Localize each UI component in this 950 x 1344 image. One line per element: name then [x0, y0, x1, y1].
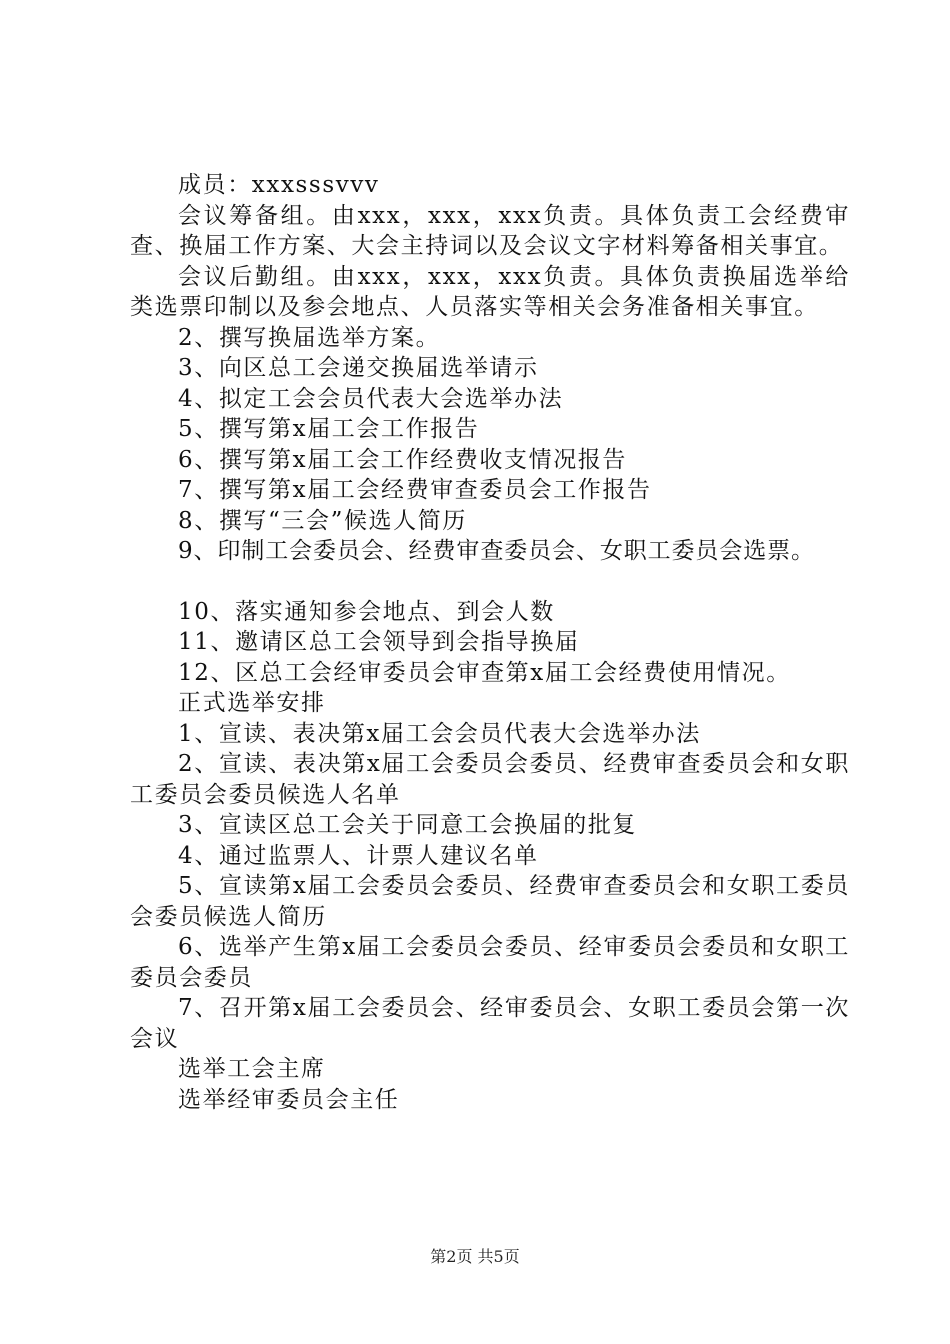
list-item: 8、撰写“三会”候选人简历 — [178, 507, 467, 534]
page-footer — [0, 1244, 950, 1267]
list-item: 4、拟定工会会员代表大会选举办法 — [178, 385, 564, 412]
list-item: 2、撰写换届选举方案。 — [178, 324, 441, 351]
page-number: 第2页 共5页 — [430, 1247, 520, 1266]
list-item: 3、向区总工会递交换届选举请示 — [178, 355, 539, 381]
list-item: 11、邀请区总工会领导到会指导换届 — [178, 629, 580, 655]
section-heading: 正式选举安排 — [178, 690, 326, 716]
list-item: 2、宣读、表决第x届工会委员会委员、经费审查委员会和女职工委员会委员候选人名单 — [130, 751, 850, 808]
list-item: 5、撰写第x届工会工作报告 — [178, 416, 480, 442]
list-item: 12、区总工会经审委员会审查第x届工会经费使用情况。 — [178, 659, 791, 686]
list-item: 选举经审委员会主任 — [178, 1086, 400, 1113]
members-line: 成员：xxxsssvvv — [178, 172, 380, 198]
list-item: 1、宣读、表决第x届工会会员代表大会选举办法 — [178, 720, 701, 747]
list-item: 10、落实通知参会地点、到会人数 — [178, 598, 555, 625]
list-item: 6、撰写第x届工会工作经费收支情况报告 — [178, 446, 628, 473]
logistics-group-paragraph: 会议后勤组。由xxx，xxx，xxx负责。具体负责换届选举给类选票印制以及参会地点、人员落实等相关会务准备相关事宜。 — [130, 263, 850, 320]
list-item: 选举工会主席 — [178, 1056, 326, 1082]
list-item: 3、宣读区总工会关于同意工会换届的批复 — [178, 812, 638, 838]
blank-line — [130, 567, 850, 597]
list-item: 7、召开第x届工会委员会、经审委员会、女职工委员会第一次会议 — [130, 995, 850, 1052]
list-item: 5、宣读第x届工会委员会委员、经费审查委员会和女职工委员会委员候选人简历 — [130, 873, 850, 930]
document-body — [130, 170, 850, 1115]
preparation-group-paragraph: 会议筹备组。由xxx，xxx，xxx负责。具体负责工会经费审查、换届工作方案、大会主持词以及会议文字材料筹备相关事宜。 — [130, 202, 850, 259]
list-item: 6、选举产生第x届工会委员会委员、经审委员会委员和女职工委员会委员 — [130, 934, 850, 991]
list-item: 9、印制工会委员会、经费审查委员会、女职工委员会选票。 — [178, 538, 815, 564]
list-item: 4、通过监票人、计票人建议名单 — [178, 842, 539, 869]
list-item: 7、撰写第x届工会经费审查委员会工作报告 — [178, 477, 652, 503]
